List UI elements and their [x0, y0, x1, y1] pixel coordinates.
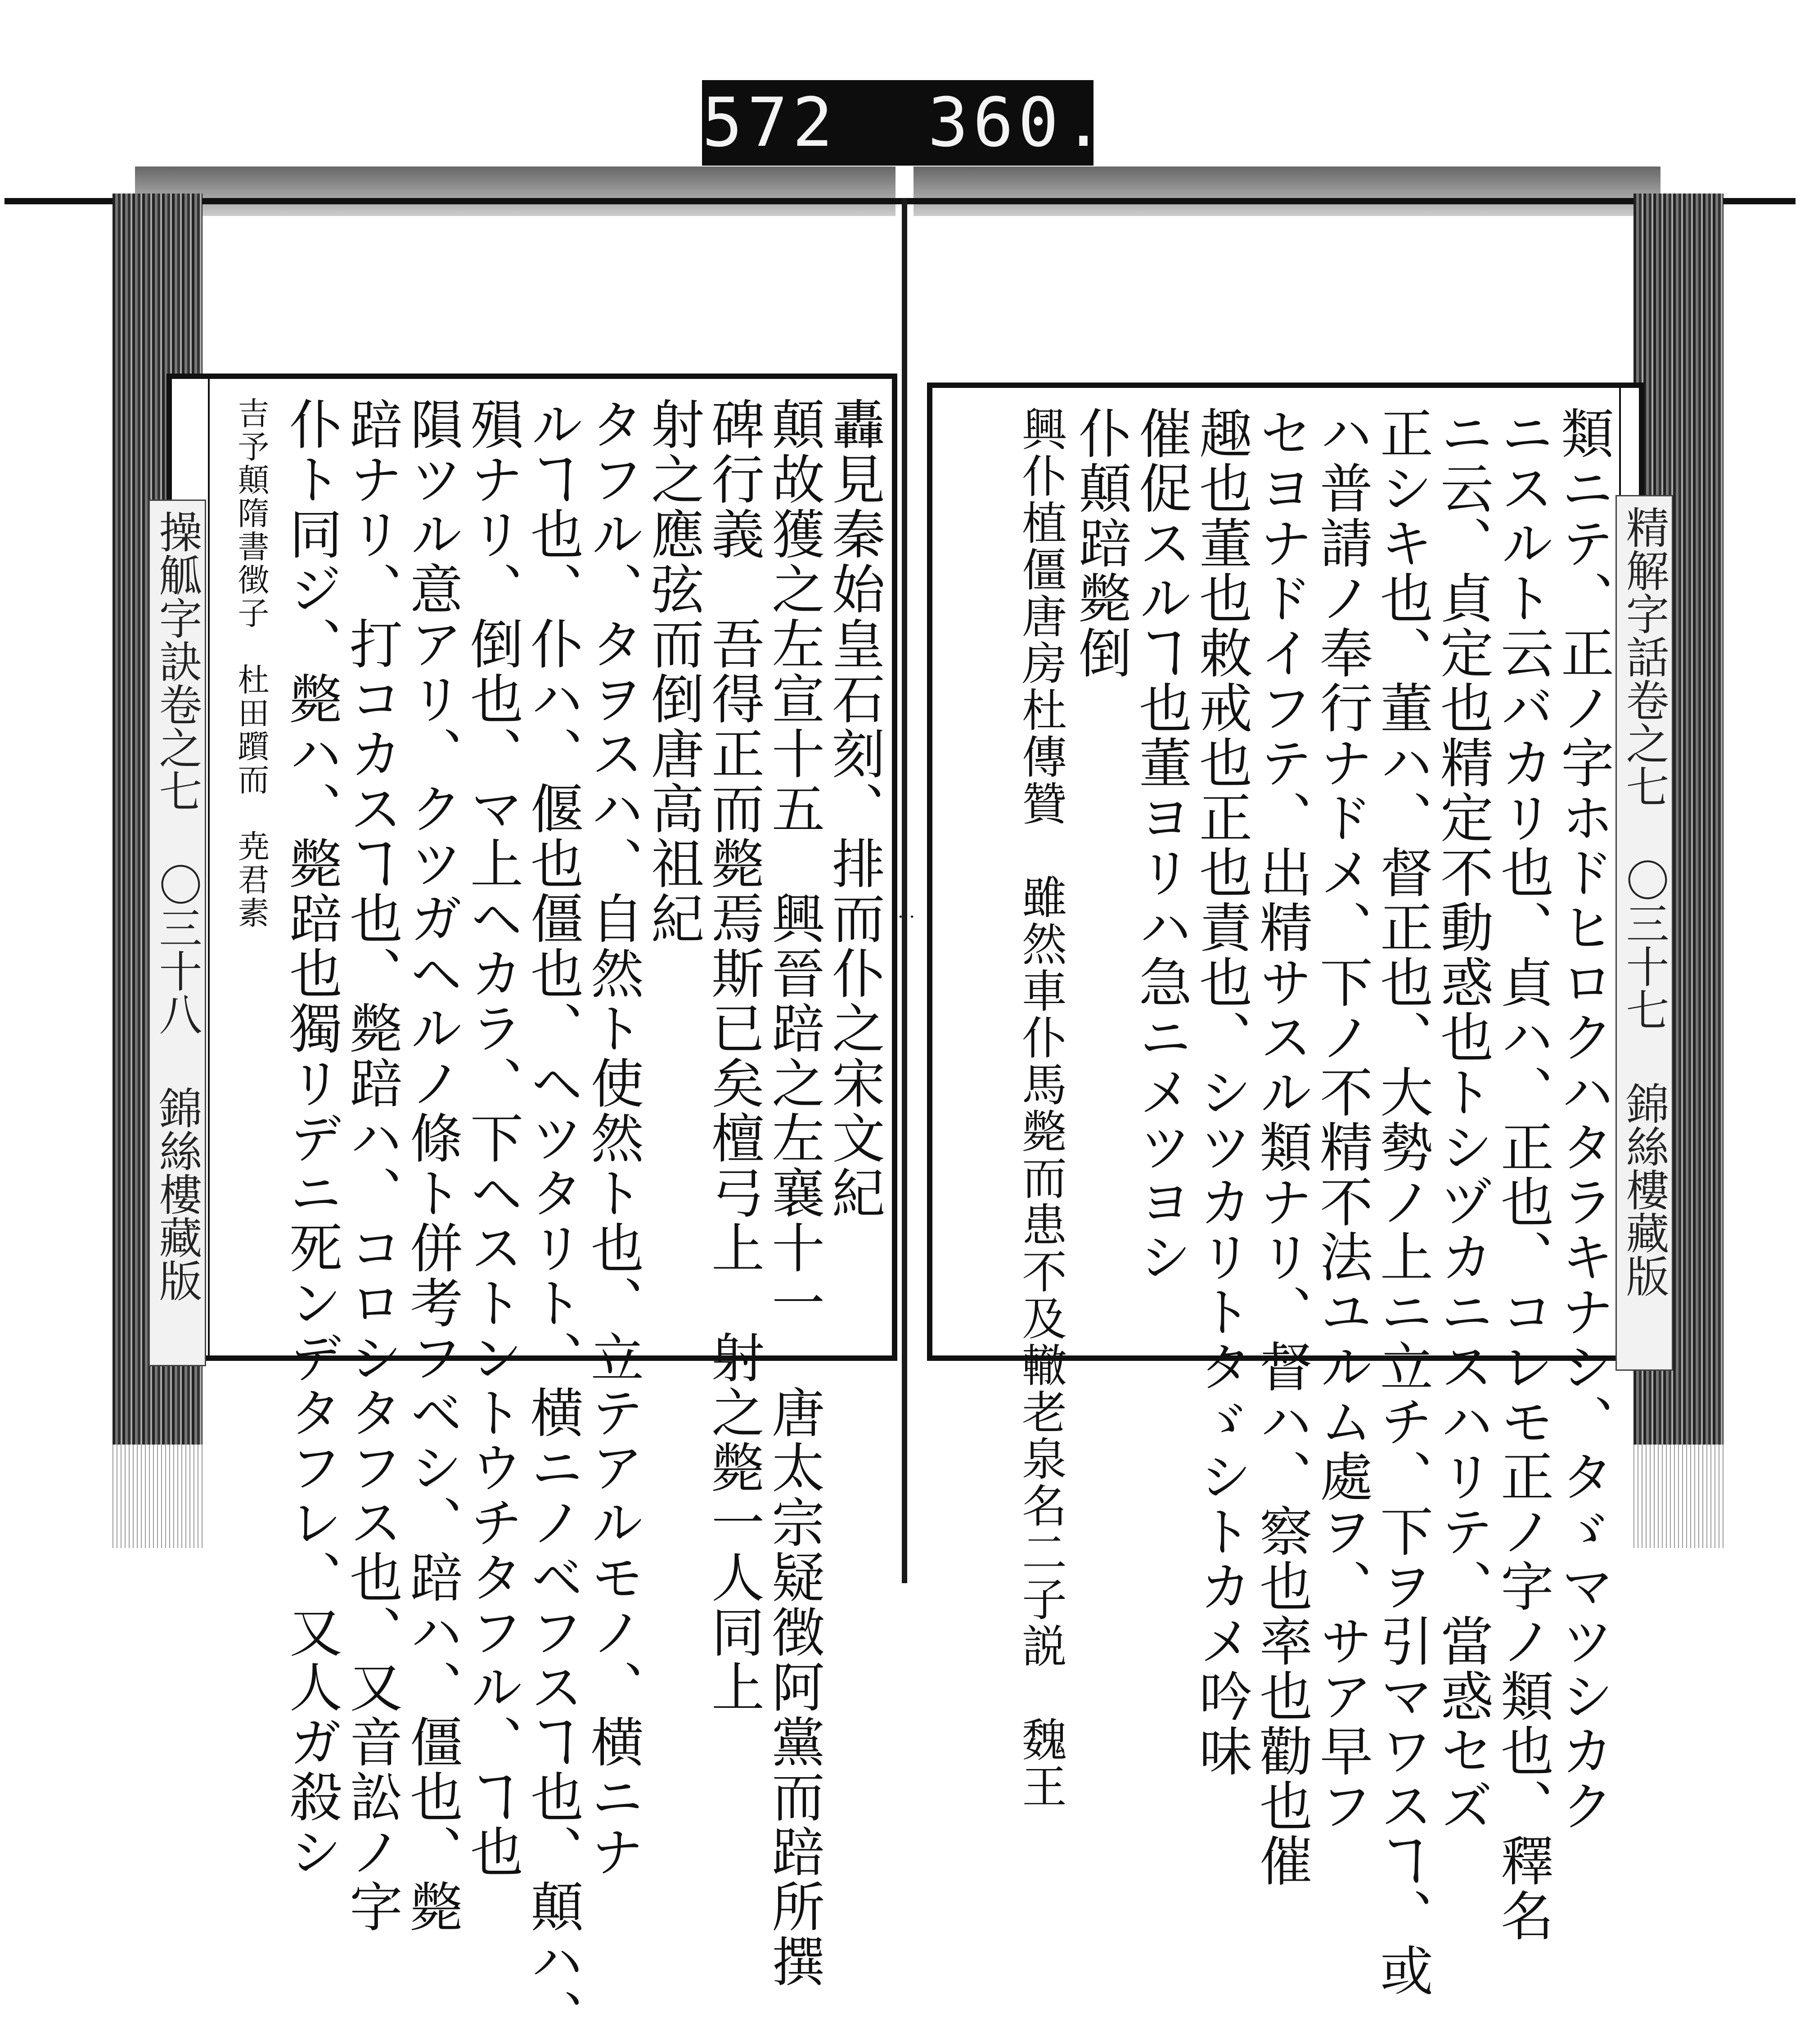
spine-dots: · ·	[898, 907, 915, 927]
right-text-column: 類ニテ、正ノ字ホドヒロクハタラキナシ、タゞマツシカク	[1552, 406, 1614, 1833]
page-edge-left-fade	[112, 1445, 202, 1548]
left-upper-notes: 吉予顛隋書徴子 杜田躓而 尭君素	[233, 397, 270, 930]
right-text-column: 趣也董也敕戒也正也責也、シツカリトタゞシトカメ吟味	[1190, 406, 1252, 1778]
left-text-column: 踣ナリ、打コカスヿ也、斃踣ハ、コロシタフス也、又音訟ノ字	[341, 397, 403, 1934]
left-text-column: 隕ツル意アリ、クツガヘルノ條ト併考フベシ、踣ハ、僵也、斃	[401, 397, 463, 1934]
right-text-column: 正シキ也、董ハ、督正也、大勢ノ上ニ立チ、下ヲ引マワスヿ、或	[1371, 406, 1433, 1998]
frame-counter: 572 360.	[702, 80, 1094, 166]
right-text-column: 催促スルヿ也董ヨリハ急ニメツヨシ	[1130, 406, 1192, 1284]
left-page-inner-rule	[208, 379, 210, 1355]
right-entry-heading: 仆顛踣斃倒	[1070, 406, 1132, 680]
book-spine	[902, 198, 907, 1583]
left-text-column: 碑行義 吾得正而斃焉斯已矣檀弓上 射之斃一人同上	[702, 397, 765, 1715]
right-text-column: ニスルト云バカリ也、貞ハ、正也、コレモ正ノ字ノ類也、釋名	[1492, 406, 1554, 1943]
gutter-shadow-left	[135, 167, 896, 216]
left-side-tab: 操觚字訣卷之七 〇三十八 錦絲樓藏版	[148, 500, 206, 1366]
top-rule	[4, 198, 1796, 204]
right-text-column: ハ普請ノ奉行ナドメ、下ノ不精不法ユルム處ヲ、サア早フ	[1311, 406, 1373, 1833]
left-page-columns	[217, 397, 885, 2044]
right-text-column: ニ云、貞定也精定不動惑也トシヅカニスハリテ、當惑セズ	[1431, 406, 1494, 1833]
right-page-columns	[941, 406, 1614, 1998]
left-page-frame	[166, 374, 897, 2044]
left-text-column: 顛故獲之左宣十五 興晉踣之左襄十一 唐太宗疑徴阿黨而踣所撰	[763, 397, 825, 1989]
left-text-column: ルヿ也、仆ハ、偃也僵也、ヘツタリト、横ニノベフスヿ也、顛ハ、	[522, 397, 584, 2044]
right-page-frame	[927, 383, 1644, 1998]
left-text-column: タフル、タヲスハ、自然ト使然ト也、立テアルモノ、横ニナ	[582, 397, 644, 1879]
right-side-tab: 精解字話卷之七 〇三十七 錦絲樓藏版	[1616, 495, 1673, 1371]
right-text-column: セヨナドイフテ、出精サスル類ナリ、督ハ、察也率也勸也催	[1251, 406, 1313, 1888]
page-edge-right-fade	[1634, 1445, 1724, 1548]
left-text-column: 仆ト同ジ、斃ハ、斃踣也獨リデニ死ンデタフレ、又人ガ殺シ	[280, 397, 342, 1879]
left-text-column: 射之應弦而倒唐高祖紀	[642, 397, 704, 946]
right-text-column: 興仆植僵唐房杜傳贊 雖然車仆馬斃而患不及轍老泉名二子説 魏王	[1014, 406, 1067, 1810]
gutter-shadow-right	[914, 167, 1660, 216]
left-text-column: 殞ナリ、倒也、マ上ヘカラ、下ヘストントウチタフル、ヿ也	[461, 397, 523, 1879]
left-text-column: 轟見秦始皇石刻、排而仆之宋文紀	[823, 397, 885, 1220]
